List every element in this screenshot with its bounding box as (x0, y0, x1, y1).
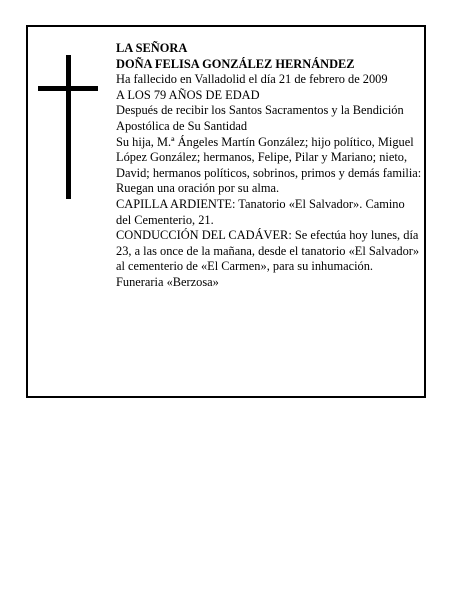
notice-text (116, 41, 422, 291)
prayer-request: Ruegan una oración por su alma. (116, 181, 280, 196)
procession-label: CONDUCCIÓN DEL CADÁVER: (116, 228, 292, 243)
procession-info (116, 228, 422, 275)
cross-vertical-bar (66, 55, 71, 199)
sacraments-line: Después de recibir los Santos Sacramentos y la Bendición Apostólica de Su Santidad (116, 103, 404, 133)
cross-icon (38, 55, 98, 199)
age-line: A LOS 79 AÑOS DE EDAD (116, 87, 260, 102)
deceased-name: DOÑA FELISA GONZÁLEZ HERNÁNDEZ (116, 56, 355, 71)
notice-title: LA SEÑORA (116, 41, 188, 55)
chapel-info: CAPILLA ARDIENTE: Tanatorio «El Salvador». Camino del Cementerio, 21. (116, 196, 405, 227)
cross-horizontal-bar (38, 86, 98, 91)
obituary-notice (26, 25, 426, 398)
death-line: Ha fallecido en Valladolid el día 21 de febrero de 2009 (116, 72, 388, 87)
family-line: Su hija, M.ª Ángeles Martín González; hijo político, Miguel López González; hermanos, Felipe, Pilar y Mariano; nieto, David; hermanos políticos, sobrinos, primos y demás familia: (116, 134, 422, 180)
funeral-home: Funeraria «Berzosa» (116, 274, 219, 289)
procession-detail: Se efectúa hoy lunes, día 23, a las once de la mañana, desde el tanatorio «El Salvador» al cementerio de «El Carmen», para su inhumación. (116, 228, 420, 274)
